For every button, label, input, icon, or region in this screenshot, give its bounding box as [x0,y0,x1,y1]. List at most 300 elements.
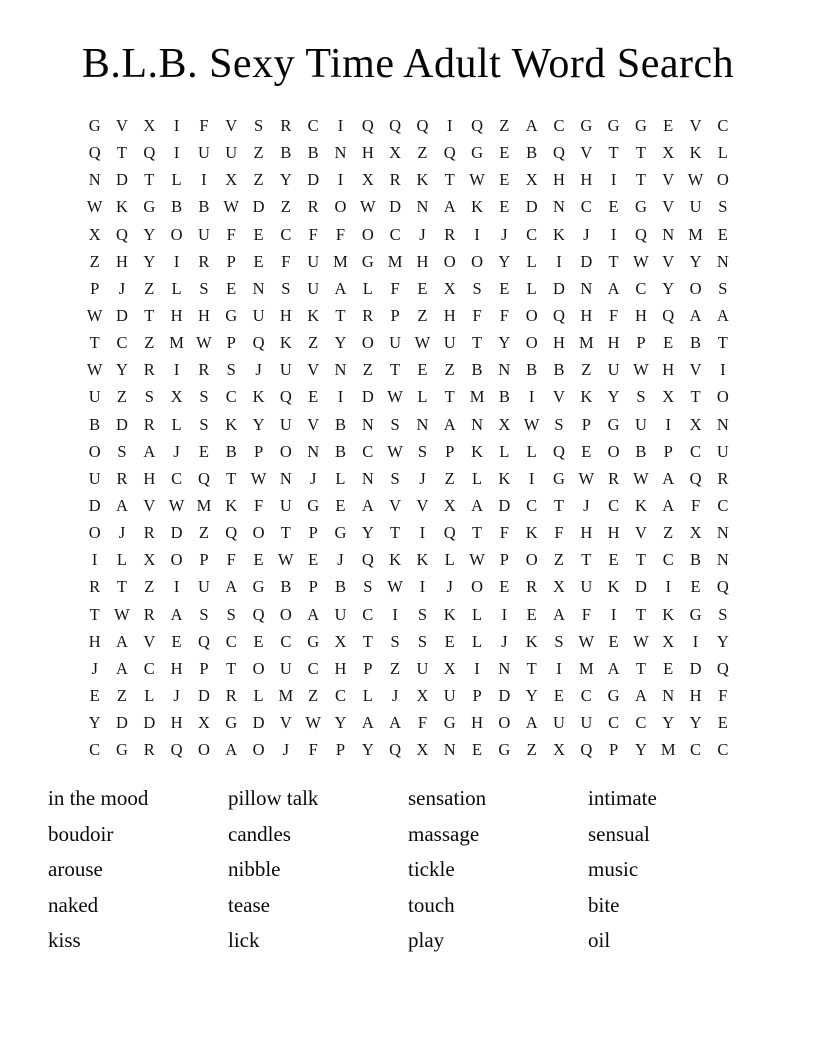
grid-letter: U [279,360,292,380]
grid-letter: G [307,631,320,651]
grid-letter: D [143,713,156,733]
grid-letter: Z [144,278,155,298]
grid-letter: L [144,685,155,705]
grid-letter: W [523,414,540,434]
grid-letter: U [197,577,210,597]
grid-letter: G [580,116,593,135]
grid-letter: D [498,685,511,705]
grid-letter: P [472,685,482,705]
grid-letter: H [634,305,647,325]
grid-letter: W [250,468,267,488]
grid-letter: Q [553,441,565,461]
grid-letter: I [337,170,344,190]
grid-letter: B [171,197,183,217]
grid-letter: N [416,197,429,217]
grid-letter: R [89,577,101,597]
grid-letter: N [361,414,374,434]
grid-letter: V [689,116,702,135]
grid-letter: S [226,360,236,380]
grid-letter: J [501,631,508,651]
grid-letter: S [554,631,564,651]
word-list-item: music [588,857,639,882]
word-list-item: massage [408,821,480,846]
grid-letter: E [308,550,319,570]
grid-letter: B [280,577,292,597]
grid-letter: Q [279,387,292,407]
grid-letter: F [281,251,291,271]
grid-row [81,709,737,736]
grid-letter: F [417,713,427,733]
word-list-item: naked [48,892,99,917]
grid-letter: J [309,468,317,488]
grid-letter: S [253,116,264,135]
grid-letter: Y [334,713,347,733]
word-list-item: tickle [408,857,455,882]
grid-letter: O [716,170,729,190]
grid-letter: W [86,305,103,325]
grid-letter: T [553,495,565,515]
grid-letter: R [280,116,292,135]
grid-letter: T [89,333,100,353]
grid-letter: U [334,604,347,624]
grid-letter: N [662,685,675,705]
grid-letter: J [173,441,180,461]
word-list [48,781,778,959]
grid-letter: Y [88,713,101,733]
grid-letter: B [526,143,538,163]
grid-letter: B [690,333,702,353]
grid-letter: D [252,197,265,217]
grid-letter: W [86,197,103,217]
grid-letter: E [499,143,510,163]
grid-letter: K [525,523,538,543]
grid-letter: L [362,278,373,298]
grid-letter: L [471,631,483,651]
grid-letter: R [717,468,729,488]
grid-letter: M [333,251,348,271]
word-list-column [588,781,768,959]
grid-letter: A [307,604,320,624]
grid-letter: U [279,414,292,434]
grid-letter: F [499,305,509,325]
grid-letter: N [443,740,456,760]
grid-letter: Z [663,523,674,543]
grid-letter: J [91,658,98,678]
word-list-item: lick [228,928,260,953]
grid-letter: K [116,197,128,217]
grid-letter: G [116,740,128,760]
grid-letter: W [469,550,485,570]
grid-letter: B [635,441,647,461]
grid-row [81,736,737,763]
grid-letter: E [253,631,264,651]
grid-letter: X [689,523,702,543]
grid-letter: J [173,685,180,705]
grid-letter: Z [417,143,428,163]
grid-letter: L [717,143,728,163]
word-list-item: candles [228,821,291,846]
grid-letter: Y [689,713,702,733]
grid-letter: D [116,713,128,733]
grid-letter: Q [716,658,729,678]
grid-letter: O [197,740,210,760]
grid-letter: C [608,495,620,515]
grid-letter: R [526,577,538,597]
grid-letter: I [665,414,671,434]
grid-letter: T [444,170,455,190]
grid-letter: H [197,305,210,325]
grid-letter: J [419,224,426,244]
grid-letter: P [663,441,673,461]
grid-letter: C [635,278,647,298]
grid-letter: C [690,441,702,461]
grid-letter: T [226,468,237,488]
grid-letter: T [608,251,619,271]
grid-letter: R [225,685,237,705]
grid-letter: V [116,116,128,135]
grid-letter: B [307,143,319,163]
grid-letter: A [116,658,128,678]
grid-letter: H [553,170,565,190]
grid-letter: D [170,523,183,543]
grid-letter: Z [362,360,373,380]
grid-letter: T [362,631,373,651]
grid-letter: Q [170,740,183,760]
grid-letter: L [526,441,537,461]
grid-row [81,438,737,465]
grid-letter: F [472,305,482,325]
grid-letter: B [334,441,346,461]
grid-letter: N [716,550,729,570]
grid-letter: E [663,658,674,678]
grid-letter: E [444,631,455,651]
grid-letter: G [252,577,265,597]
grid-letter: W [305,713,321,733]
grid-letter: M [196,495,212,515]
grid-letter: Y [143,251,156,271]
grid-letter: H [170,713,183,733]
grid-letter: C [280,224,292,244]
grid-letter: B [553,360,565,380]
grid-letter: R [143,740,155,760]
grid-letter: H [553,333,565,353]
grid-letter: L [335,468,346,488]
grid-letter: D [88,495,101,515]
grid-letter: K [471,441,483,461]
grid-letter: V [389,495,402,515]
grid-letter: P [445,441,455,461]
grid-letter: D [389,197,402,217]
grid-letter: R [307,197,319,217]
grid-letter: Z [499,116,510,135]
word-list-column [228,781,408,959]
grid-letter: C [526,224,538,244]
grid-letter: L [171,278,182,298]
grid-letter: Y [252,414,265,434]
grid-letter: E [553,685,565,705]
grid-letter: Y [607,387,620,407]
word-list-item: sensation [408,786,487,810]
grid-letter: W [278,550,294,570]
grid-row [81,465,737,492]
grid-letter: Y [662,278,675,298]
grid-letter: S [554,414,564,434]
grid-letter: K [553,224,565,244]
grid-letter: O [361,333,374,353]
grid-letter: U [443,333,456,353]
grid-letter: U [607,360,620,380]
grid-letter: F [308,224,318,244]
grid-letter: N [580,278,593,298]
grid-letter: I [474,224,480,244]
grid-letter: C [307,658,319,678]
grid-letter: Q [443,143,456,163]
grid-letter: E [526,604,537,624]
grid-letter: D [116,305,128,325]
grid-letter: O [471,577,483,597]
grid-letter: C [225,387,237,407]
grid-letter: F [690,495,701,515]
grid-letter: R [198,251,210,271]
grid-letter: B [280,143,292,163]
grid-letter: R [608,468,620,488]
grid-letter: W [114,604,130,624]
grid-letter: I [610,170,617,190]
grid-letter: T [635,604,646,624]
grid-letter: Q [225,523,238,543]
grid-letter: F [609,305,619,325]
grid-letter: E [690,577,701,597]
grid-letter: H [334,658,347,678]
grid-letter: O [252,523,265,543]
grid-letter: D [498,495,511,515]
grid-letter: N [334,143,347,163]
grid-letter: J [583,495,590,515]
grid-letter: D [116,414,128,434]
grid-letter: F [390,278,400,298]
grid-letter: I [419,577,426,597]
grid-letter: I [419,523,426,543]
grid-row [81,492,737,519]
grid-letter: M [660,740,676,760]
grid-letter: T [89,604,100,624]
grid-letter: E [663,333,674,353]
grid-letter: U [279,495,292,515]
grid-letter: X [225,170,238,190]
grid-letter: V [307,414,320,434]
grid-row [81,655,737,682]
grid-letter: P [636,333,646,353]
grid-letter: Q [389,740,402,760]
grid-letter: K [634,495,647,515]
grid-letter: T [471,523,483,543]
grid-letter: P [308,577,318,597]
grid-letter: A [170,604,183,624]
grid-letter: T [390,523,401,543]
grid-letter: X [662,631,675,651]
grid-letter: Y [361,740,374,760]
grid-letter: R [143,604,155,624]
grid-letter: M [169,333,184,353]
grid-letter: J [501,224,508,244]
grid-letter: D [689,658,702,678]
grid-letter: I [173,251,180,271]
grid-letter: G [634,116,647,135]
grid-letter: N [498,658,511,678]
grid-letter: V [662,170,675,190]
grid-letter: T [226,658,237,678]
grid-letter: P [199,658,209,678]
grid-letter: E [499,170,510,190]
grid-letter: X [498,414,511,434]
grid-letter: W [387,387,403,407]
grid-letter: C [334,685,346,705]
grid-letter: E [89,685,100,705]
grid-letter: Y [689,251,702,271]
grid-letter: N [252,278,265,298]
word-list-item: boudoir [48,821,114,846]
grid-letter: G [443,713,456,733]
grid-letter: E [499,577,510,597]
grid-letter: U [716,441,729,461]
grid-letter: V [580,143,593,163]
grid-letter: I [474,658,480,678]
grid-letter: U [307,278,320,298]
grid-letter: K [225,495,238,515]
grid-letter: U [279,658,292,678]
grid-letter: T [635,143,646,163]
grid-letter: Q [471,116,483,135]
grid-letter: T [690,387,701,407]
grid-letter: Q [553,143,565,163]
grid-letter: S [390,468,400,488]
grid-letter: G [361,251,374,271]
grid-letter: J [583,224,590,244]
grid-letter: H [607,333,620,353]
grid-letter: U [88,468,101,488]
grid-letter: U [689,197,702,217]
grid-letter: S [199,604,209,624]
grid-letter: W [414,333,431,353]
grid-letter: H [170,305,183,325]
grid-letter: H [279,305,292,325]
grid-letter: T [116,577,128,597]
word-list-item: pillow talk [228,786,319,810]
grid-letter: A [116,495,128,515]
grid-letter: S [390,414,400,434]
grid-row [81,356,737,383]
grid-letter: Y [716,631,729,651]
grid-letter: Z [444,360,455,380]
grid-letter: L [417,387,428,407]
grid-letter: Z [144,333,155,353]
grid-letter: Z [444,468,455,488]
grid-letter: O [252,740,265,760]
grid-letter: T [444,387,455,407]
grid-letter: S [417,604,427,624]
grid-letter: E [608,631,619,651]
grid-letter: P [609,740,619,760]
grid-letter: D [361,387,374,407]
grid-letter: B [471,360,483,380]
grid-letter: W [387,577,403,597]
grid-letter: K [689,143,702,163]
grid-letter: A [525,116,538,135]
grid-letter: G [143,197,156,217]
grid-letter: O [334,197,347,217]
grid-letter: T [116,143,128,163]
grid-letter: C [280,631,292,651]
grid-letter: C [143,658,155,678]
grid-letter: I [665,577,671,597]
grid-letter: N [716,523,729,543]
grid-letter: I [91,550,98,570]
word-list-item: arouse [48,857,103,882]
grid-letter: E [417,360,428,380]
grid-letter: I [201,170,207,190]
grid-letter: H [607,523,620,543]
grid-letter: Y [143,224,156,244]
grid-letter: K [279,333,292,353]
grid-letter: Z [116,387,128,407]
grid-letter: X [143,550,156,570]
grid-letter: X [389,143,402,163]
grid-letter: I [501,604,508,624]
grid-letter: Y [634,740,647,760]
word-list-item: kiss [48,928,81,953]
grid-letter: G [634,197,647,217]
grid-letter: X [416,685,429,705]
grid-letter: Z [89,251,100,271]
grid-letter: V [279,713,292,733]
grid-letter: S [199,387,209,407]
grid-letter: F [554,523,564,543]
grid-letter: K [525,631,538,651]
grid-letter: V [553,387,565,407]
grid-letter: X [197,713,210,733]
grid-row [81,628,737,655]
grid-letter: X [443,278,456,298]
grid-letter: I [528,387,535,407]
grid-letter: O [170,224,183,244]
grid-letter: G [225,713,238,733]
grid-letter: K [580,387,593,407]
grid-letter: G [334,523,347,543]
grid-letter: I [692,631,699,651]
grid-letter: B [334,414,346,434]
grid-letter: Y [116,360,128,380]
grid-letter: D [252,713,265,733]
grid-letter: C [116,333,128,353]
grid-letter: O [498,713,511,733]
word-list-item: sensual [588,821,650,846]
grid-row [81,139,737,166]
grid-letter: G [498,740,511,760]
grid-letter: H [443,305,456,325]
grid-letter: A [225,740,238,760]
grid-letter: C [171,468,183,488]
grid-letter: R [362,305,374,325]
grid-letter: C [553,116,565,135]
grid-letter: N [662,224,675,244]
grid-letter: R [143,360,155,380]
grid-letter: X [334,631,347,651]
grid-letter: E [663,116,674,135]
grid-letter: P [499,550,509,570]
grid-letter: Y [361,523,374,543]
grid-letter: F [335,224,346,244]
grid-letter: P [308,523,318,543]
